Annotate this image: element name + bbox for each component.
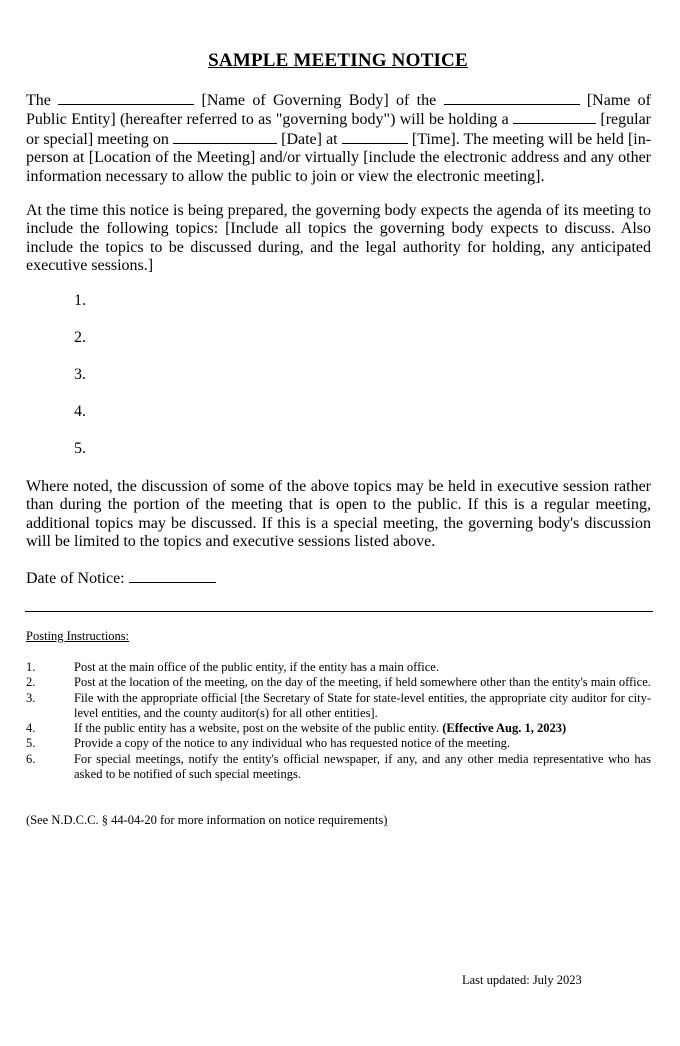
date-blank bbox=[173, 130, 277, 144]
agenda-intro-paragraph: At the time this notice is being prepared, the governing body expects the agenda of its meeting to include the following topics: [Include all topics the governing body expects to discuss. Also include the topics to be discussed during, and the legal authority for holding, any anticipated executive sessions.] bbox=[26, 202, 651, 275]
agenda-item: 2. bbox=[74, 329, 86, 346]
agenda-list bbox=[74, 292, 86, 477]
intro-text-5: [Date] at bbox=[281, 130, 338, 148]
instruction-text: Provide a copy of the notice to any individual who has requested notice of the meeting. bbox=[74, 736, 510, 751]
intro-text-2: [Name of Governing Body] of the bbox=[201, 92, 437, 109]
instruction-text: Post at the location of the meeting, on the day of the meeting, if held somewhere other than the entity's main office. bbox=[74, 675, 651, 690]
instruction-number: 6. bbox=[26, 751, 36, 766]
meeting-type-blank bbox=[513, 110, 596, 124]
posting-instructions-heading: Posting Instructions: bbox=[26, 629, 130, 643]
agenda-item: 3. bbox=[74, 366, 86, 383]
last-updated: Last updated: July 2023 bbox=[462, 973, 582, 987]
instruction-item bbox=[26, 660, 651, 675]
agenda-item: 4. bbox=[74, 403, 86, 420]
instruction-number: 3. bbox=[26, 690, 36, 705]
intro-text-4: [regular or special] meeting on bbox=[26, 111, 651, 148]
instruction-number: 5. bbox=[26, 736, 36, 751]
instruction-text: If the public entity has a website, post on the website of the public entity. bbox=[74, 721, 440, 736]
citation-text: (See N.D.C.C. § 44-04-20 for more information on notice requirements bbox=[26, 813, 384, 827]
date-of-notice bbox=[26, 569, 216, 588]
instruction-item bbox=[26, 736, 651, 751]
instruction-item bbox=[26, 721, 651, 736]
citation-close: ) bbox=[383, 813, 388, 827]
instruction-number: 4. bbox=[26, 721, 36, 736]
instruction-text: For special meetings, notify the entity's official newspaper, if any, and any other media representative who has asked to be notified of such special meetings. bbox=[74, 751, 651, 782]
statute-citation bbox=[26, 813, 387, 828]
time-blank bbox=[342, 130, 408, 144]
intro-text-3: [Name of Public Entity] (hereafter referred to as "governing body") will be holding a bbox=[26, 92, 652, 129]
intro-text-6: [Time]. The meeting will be held [in-person at [Location of the Meeting] and/or virtually [include the electronic address and any other information necessary to allow the public to join or view the electronic meeting]. bbox=[26, 130, 652, 185]
document-title: SAMPLE MEETING NOTICE bbox=[208, 50, 468, 71]
instruction-text: Post at the main office of the public entity, if the entity has a main office. bbox=[74, 660, 439, 674]
effective-date-note: (Effective Aug. 1, 2023) bbox=[442, 721, 567, 736]
agenda-item: 5. bbox=[74, 440, 86, 457]
date-of-notice-blank bbox=[129, 569, 216, 583]
date-of-notice-label: Date of Notice: bbox=[26, 570, 125, 587]
agenda-item: 1. bbox=[74, 292, 86, 309]
posting-instructions-list bbox=[26, 660, 651, 782]
public-entity-blank bbox=[444, 91, 580, 105]
meeting-intro-paragraph bbox=[26, 91, 651, 186]
governing-body-blank bbox=[58, 91, 194, 105]
instruction-number: 2. bbox=[26, 675, 36, 690]
section-divider bbox=[25, 611, 653, 612]
instruction-text: File with the appropriate official [the Secretary of State for state-level entities, the appropriate city auditor for city-level entities, and the county auditor(s) for all other entities]. bbox=[74, 690, 651, 720]
executive-session-paragraph: Where noted, the discussion of some of the above topics may be held in executive session rather than during the portion of the meeting that is open to the public. If this is a regular meeting, additional topics may be discussed. If this is a special meeting, the governing body's discussion will be limited to the topics and executive sessions listed above. bbox=[26, 478, 651, 551]
instruction-item bbox=[26, 691, 651, 722]
intro-text-1: The bbox=[26, 92, 51, 109]
instruction-number: 1. bbox=[26, 660, 36, 674]
instruction-item bbox=[26, 675, 651, 690]
instruction-text-wrap bbox=[74, 721, 651, 736]
instruction-item bbox=[26, 752, 651, 783]
